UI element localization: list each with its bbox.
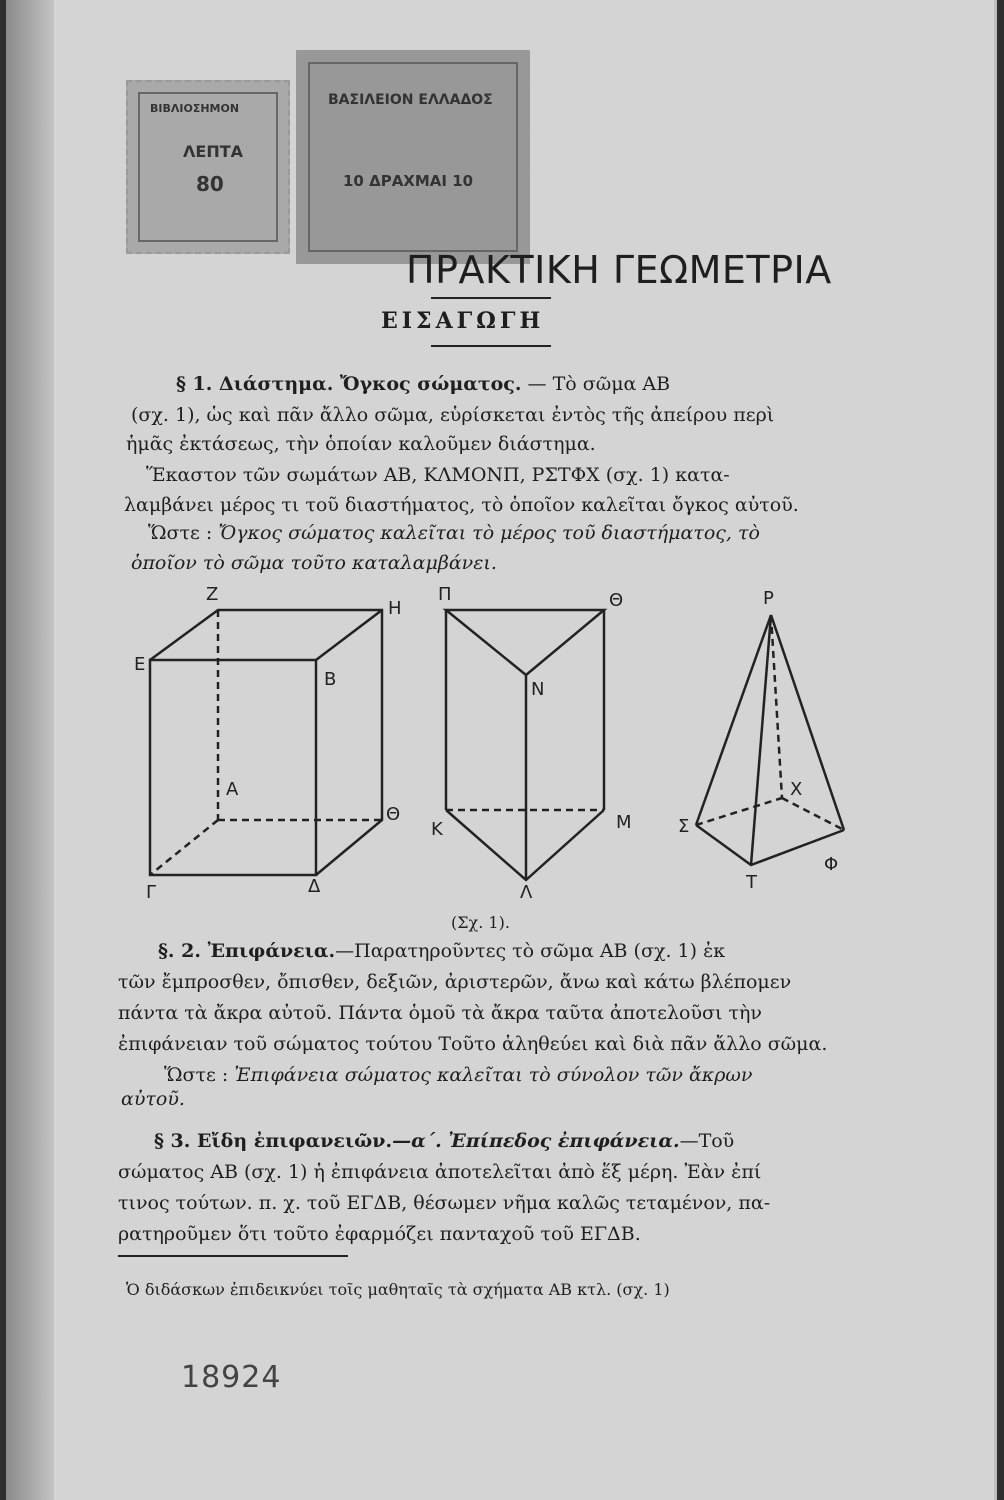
- s1-line-3: ἡμᾶς ἐκτάσεως, τὴν ὁποίαν καλοῦμεν διάστημα.: [126, 433, 596, 455]
- stamp-right-text-1: ΒΑΣΙΛΕΙΟΝ ΕΛΛΑΔΟΣ: [328, 92, 493, 108]
- footnote-rule: [118, 1255, 348, 1257]
- figure-1: [6, 580, 994, 940]
- section-heading: ΕΙΣΑΓΩΓΗ: [381, 308, 545, 334]
- s2-therefore: Ὥστε :: [164, 1064, 229, 1086]
- s1-line-2: (σχ. 1), ὡς καὶ πᾶν ἄλλο σῶμα, εὑρίσκεται ἐντὸς τῆς ἀπείρου περὶ: [131, 404, 775, 426]
- prism-label-k: Κ: [431, 819, 443, 840]
- s1-line-5: λαμβάνει μέρος τι τοῦ διαστήματος, τὸ ὁποῖον καλεῖται ὄγκος αὐτοῦ.: [124, 494, 799, 516]
- cube-label-h: Η: [388, 598, 402, 619]
- s3-line-2: σώματος ΑΒ (σχ. 1) ἡ ἐπιφάνεια ἀποτελεῖται ἀπὸ ἕξ μέρη. Ἐὰν ἐπί: [118, 1161, 762, 1183]
- s2-definition: Ἐπιφάνεια σώματος καλεῖται τὸ σύνολον τῶν ἄκρων: [234, 1064, 753, 1086]
- s2-line-2: τῶν ἔμπροσθεν, ὄπισθεν, δεξιῶν, ἀριστερῶν, ἄνω καὶ κάτω βλέπομεν: [118, 971, 792, 993]
- cube-label-theta: Θ: [386, 804, 401, 825]
- prism-label-theta: Θ: [609, 590, 624, 611]
- s1-line-4: Ἕκαστον τῶν σωμάτων ΑΒ, ΚΛΜΟΝΠ, ΡΣΤΦΧ (σχ. 1) κατα-: [146, 464, 730, 486]
- s2-line-4: ἐπιφάνειαν τοῦ σώματος τούτου Τοῦτο ἀληθεύει καὶ διὰ πᾶν ἄλλο σῶμα.: [118, 1033, 828, 1055]
- s2-line-3: πάντα τὰ ἄκρα αὐτοῦ. Πάντα ὁμοῦ τὰ ἄκρα ταῦτα ἀποτελοῦσι τὴν: [118, 1002, 762, 1024]
- pyramid-drawing: [696, 615, 844, 865]
- pyramid-label-s: Σ: [678, 816, 690, 837]
- footnote: Ὁ διδάσκων ἐπιδεικνύει τοῖς μαθηταῖς τὰ σχήματα ΑΒ κτλ. (σχ. 1): [126, 1280, 670, 1299]
- s1-heading: § 1. Διάστημα. Ὄγκος σώματος.: [176, 373, 522, 395]
- s3-line-3: τινος τούτων. π. χ. τοῦ ΕΓΔΒ, θέσωμεν νῆμα καλῶς τεταμένον, πα-: [118, 1192, 771, 1214]
- stamp-left-text-3: 80: [196, 172, 224, 196]
- revenue-stamp-left: [126, 80, 290, 254]
- s1-line-1-text: — Τὸ σῶμα ΑΒ: [527, 373, 671, 395]
- s3-line-1-text: —Τοῦ: [679, 1130, 735, 1152]
- cube-label-g: Γ: [146, 882, 157, 903]
- stamp-right-text-2: 10 ΔΡΑΧΜΑΙ 10: [343, 172, 474, 190]
- pyramid-label-f: Φ: [824, 854, 839, 875]
- s2-heading: §. 2. Ἐπιφάνεια.: [158, 940, 336, 962]
- s2-line-1: [158, 940, 725, 962]
- s2-line-5: [164, 1064, 752, 1086]
- s3-subheading: —α΄. Ἐπίπεδος ἐπιφάνεια.: [392, 1130, 680, 1152]
- figure-caption: (Σχ. 1).: [451, 913, 510, 932]
- s1-line-6: [148, 522, 760, 544]
- prism-label-l: Λ: [520, 882, 533, 903]
- subtitle-rule: [431, 345, 551, 347]
- page-title: ΠΡΑΚΤΙΚΗ ΓΕΩΜΕΤΡΙΑ: [406, 248, 832, 292]
- prism-label-n: Ν: [531, 679, 545, 700]
- cube-label-z: Ζ: [206, 584, 219, 605]
- s1-definition: Ὄγκος σώματος καλεῖται τὸ μέρος τοῦ διαστήματος, τὸ: [218, 522, 760, 544]
- s3-line-4: ρατηροῦμεν ὅτι τοῦτο ἐφαρμόζει πανταχοῦ τοῦ ΕΓΔΒ.: [118, 1223, 641, 1245]
- book-page: [6, 0, 997, 1500]
- s1-therefore: Ὥστε :: [148, 522, 213, 544]
- prism-label-m: Μ: [616, 812, 632, 833]
- s3-heading: § 3. Εἴδη ἐπιφανειῶν.: [154, 1130, 393, 1152]
- s2-line-6: αὐτοῦ.: [121, 1088, 185, 1110]
- cube-label-d: Δ: [308, 876, 321, 897]
- prism-label-p: Π: [438, 584, 452, 605]
- cube-label-b: Β: [324, 669, 337, 690]
- stamp-left-text-2: ΛΕΠΤΑ: [183, 142, 243, 161]
- cube-label-a: Α: [226, 779, 239, 800]
- s1-line-7: ὁποῖον τὸ σῶμα τοῦτο καταλαμβάνει.: [131, 552, 497, 574]
- pyramid-label-r: Ρ: [763, 588, 774, 609]
- prism-drawing: [446, 610, 604, 880]
- s3-line-1: [154, 1130, 734, 1152]
- pyramid-label-t: Τ: [746, 872, 757, 893]
- stamp-left-text-1: ΒΙΒΛΙΟΣΗΜΟΝ: [150, 102, 240, 115]
- accession-number: 18924: [181, 1360, 282, 1395]
- revenue-stamp-right: [296, 50, 530, 264]
- s2-line-1-text: —Παρατηροῦντες τὸ σῶμα ΑΒ (σχ. 1) ἐκ: [335, 940, 726, 962]
- title-rule: [431, 297, 551, 299]
- cube-drawing: [150, 610, 382, 875]
- cube-label-e: Ε: [134, 654, 146, 675]
- pyramid-label-x: Χ: [790, 779, 803, 800]
- s1-line-1: [176, 373, 670, 395]
